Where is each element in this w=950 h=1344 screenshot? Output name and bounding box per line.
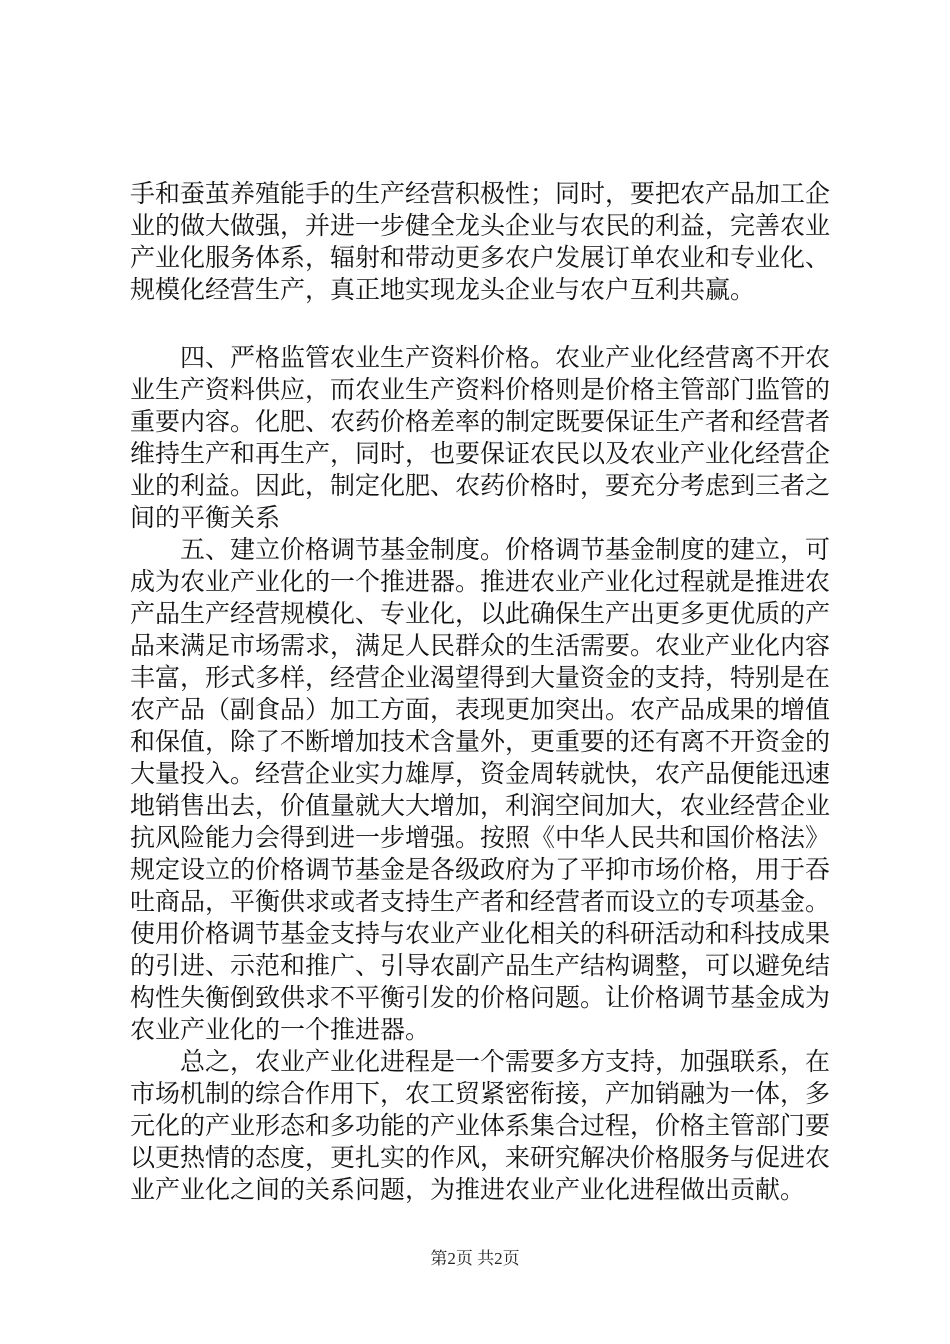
paragraph-section-five: 五、建立价格调节基金制度。价格调节基金制度的建立，可成为农业产业化的一个推进器。推进农业产业化过程就是推进农产品生产经营规模化、专业化，以此确保生产出更多更优质的产品来满足市场需求，满足人民群众的生活需要。农业产业化内容丰富，形式多样，经营企业渴望得到大量资金的支持，特别是在农产品（副食品）加工方面，表现更加突出。农产品成果的增值和保值，除了不断增加技术含量外，更重要的还有离不开资金的大量投入。经营企业实力雄厚，资金周转就快，农产品便能迅速地销售出去，价值量就大大增加，利润空间加大，农业经营企业抗风险能力会得到进一步增强。按照《中华人民共和国价格法》规定设立的价格调节基金是各级政府为了平抑市场价格，用于吞吐商品，平衡供求或者支持生产者和经营者而设立的专项基金。使用价格调节基金支持与农业产业化相关的科研活动和科技成果的引进、示范和推广、引导农副产品生产结构调整，可以避免结构性失衡倒致供求不平衡引发的价格问题。让价格调节基金成为农业产业化的一个推进器。 [130,535,831,1044]
paragraph-continuation: 手和蚕茧养殖能手的生产经营积极性；同时，要把农产品加工企业的做大做强，并进一步健全龙头企业与农民的利益，完善农业产业化服务体系，辐射和带动更多农户发展订单农业和专业化、规模化经营生产，真正地实现龙头企业与农户互利共赢。 [130,179,831,304]
document-body [130,178,830,1206]
paragraph-section-four: 四、严格监管农业生产资料价格。农业产业化经营离不开农业生产资料供应，而农业生产资料价格则是价格主管部门监管的重要内容。化肥、农药价格差率的制定既要保证生产者和经营者维持生产和再生产，同时，也要保证农民以及农业产业化经营企业的利益。因此，制定化肥、农药价格时，要充分考虑到三者之间的平衡关系 [130,343,831,532]
paragraph-conclusion: 总之，农业产业化进程是一个需要多方支持，加强联系，在市场机制的综合作用下，农工贸紧密衔接，产加销融为一体，多元化的产业形态和多功能的产业体系集合过程，价格主管部门要以更热情的态度，更扎实的作风，来研究解决价格服务与促进农业产业化之间的关系问题，为推进农业产业化进程做出贡献。 [130,1047,831,1204]
page-number-footer: 第2页 共2页 [430,1249,520,1268]
